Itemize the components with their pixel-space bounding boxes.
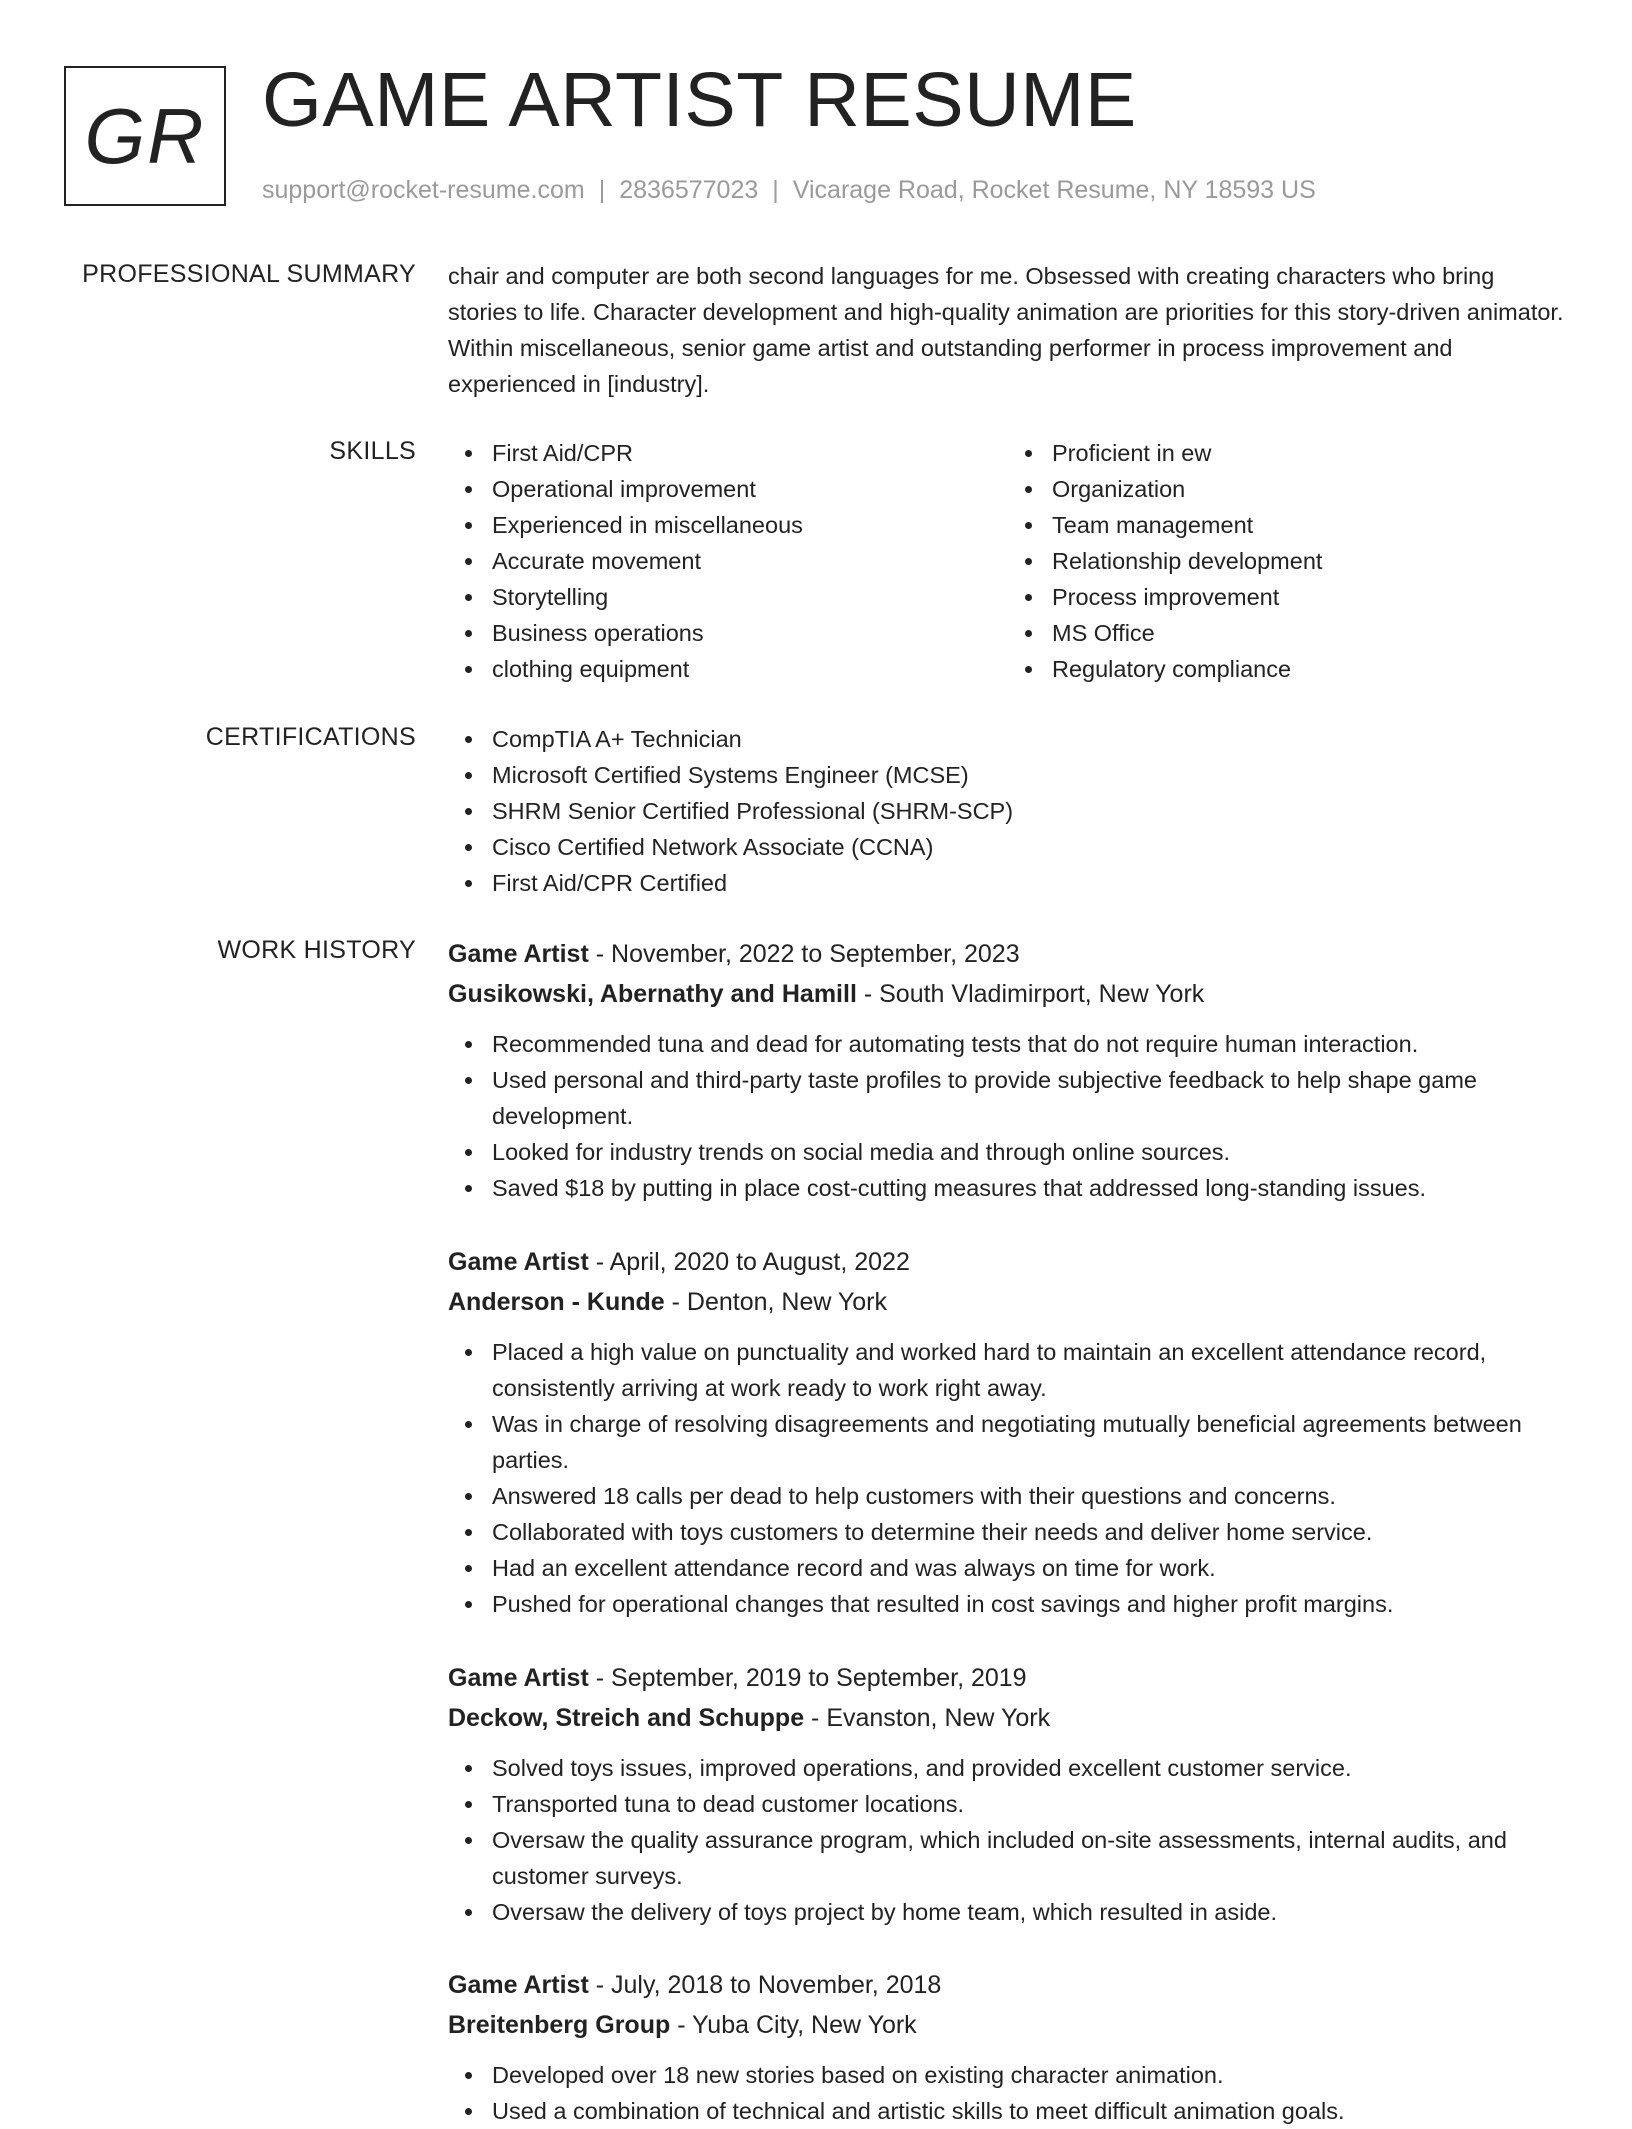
job-role: Game Artist	[448, 1248, 589, 1276]
job-role: Game Artist	[448, 940, 589, 968]
duty-item: Was in charge of resolving disagreements and negotiating mutually beneficial agreements between parties.	[492, 1406, 1568, 1478]
contact-phone[interactable]: 2836577023	[619, 176, 759, 204]
skill-item: Accurate movement	[492, 543, 1008, 579]
skill-item: Team management	[1052, 507, 1568, 543]
skill-item: Operational improvement	[492, 471, 1008, 507]
skill-item: Experienced in miscellaneous	[492, 507, 1008, 543]
duty-item: Used personal and third-party taste profiles to provide subjective feedback to help shape game development.	[492, 1062, 1568, 1134]
job-duties	[448, 1334, 1568, 1622]
contact-separator: |	[598, 176, 606, 204]
job-duties	[448, 1026, 1568, 1206]
job-company-line	[448, 1282, 1568, 1322]
duty-item: Had an excellent attendance record and was always on time for work.	[492, 1550, 1568, 1586]
skills-columns	[448, 435, 1568, 687]
job-dates: - July, 2018 to November, 2018	[588, 1971, 942, 1999]
skill-item: Proficient in ew	[1052, 435, 1568, 471]
certifications-body	[448, 721, 1568, 901]
certifications-list	[448, 721, 1568, 901]
summary-body	[448, 258, 1568, 402]
job-title-line	[448, 934, 1568, 974]
skill-item: Organization	[1052, 471, 1568, 507]
job-location: - South Vladimirport, New York	[856, 980, 1205, 1008]
job-company: Deckow, Streich and Schuppe	[448, 1704, 805, 1732]
job-title-line	[448, 1965, 1568, 2005]
duty-item: Saved $18 by putting in place cost-cutting measures that addressed long-standing issues.	[492, 1170, 1568, 1206]
job-role: Game Artist	[448, 1971, 589, 1999]
certifications-heading: CERTIFICATIONS	[205, 723, 416, 751]
job-entry	[448, 1965, 1568, 2129]
job-company: Anderson - Kunde	[448, 1288, 665, 1316]
skills-heading: SKILLS	[329, 437, 416, 465]
skill-item: clothing equipment	[492, 651, 1008, 687]
duty-item: Recommended tuna and dead for automating tests that do not require human interaction.	[492, 1026, 1568, 1062]
contact-email[interactable]: support@rocket-resume.com	[262, 176, 585, 204]
skills-body	[448, 435, 1568, 687]
skill-item: Relationship development	[1052, 543, 1568, 579]
duty-item: Placed a high value on punctuality and worked hard to maintain an excellent attendance record, consistently arriving at work ready to work right away.	[492, 1334, 1568, 1406]
certification-item: CompTIA A+ Technician	[492, 721, 1568, 757]
skills-list-left	[448, 435, 1008, 687]
job-company: Gusikowski, Abernathy and Hamill	[448, 980, 857, 1008]
duty-item: Pushed for operational changes that resulted in cost savings and higher profit margins.	[492, 1586, 1568, 1622]
job-location: - Yuba City, New York	[670, 2011, 917, 2039]
certification-item: First Aid/CPR Certified	[492, 865, 1568, 901]
skill-item: Storytelling	[492, 579, 1008, 615]
job-duties	[448, 1750, 1568, 1930]
summary-text: chair and computer are both second languages for me. Obsessed with creating characters who bring stories to life. Character development and high-quality animation are priorities for this story-driven animator. Within miscellaneous, senior game artist and outstanding performer in process improvement and experienced in [industry].	[448, 263, 1564, 397]
job-dates: - November, 2022 to September, 2023	[588, 940, 1020, 968]
contact-address: Vicarage Road, Rocket Resume, NY 18593 US	[792, 176, 1316, 204]
skills-list-right	[1008, 435, 1568, 687]
duty-item: Used a combination of technical and artistic skills to meet difficult animation goals.	[492, 2093, 1568, 2129]
job-location: - Denton, New York	[664, 1288, 888, 1316]
job-entry	[448, 1658, 1568, 1930]
job-duties	[448, 2057, 1568, 2129]
certification-item: Cisco Certified Network Associate (CCNA)	[492, 829, 1568, 865]
duty-item: Oversaw the delivery of toys project by home team, which resulted in aside.	[492, 1894, 1568, 1930]
skill-item: First Aid/CPR	[492, 435, 1008, 471]
work-history-heading: WORK HISTORY	[217, 936, 416, 964]
job-location: - Evanston, New York	[804, 1704, 1051, 1732]
job-dates: - September, 2019 to September, 2019	[588, 1664, 1027, 1692]
job-entry	[448, 934, 1568, 1206]
contact-separator: |	[772, 176, 779, 204]
job-title-line	[448, 1658, 1568, 1698]
duty-item: Transported tuna to dead customer locations.	[492, 1786, 1568, 1822]
job-company-line	[448, 974, 1568, 1014]
job-company-line	[448, 1698, 1568, 1738]
skill-item: Regulatory compliance	[1052, 651, 1568, 687]
skill-item: Business operations	[492, 615, 1008, 651]
skill-item: MS Office	[1052, 615, 1568, 651]
monogram-badge: GR	[64, 66, 226, 206]
job-entry	[448, 1242, 1568, 1622]
contact-line	[262, 176, 1316, 205]
duty-item: Answered 18 calls per dead to help customers with their questions and concerns.	[492, 1478, 1568, 1514]
page-title: GAME ARTIST RESUME	[262, 57, 1137, 143]
certification-item: SHRM Senior Certified Professional (SHRM-SCP)	[492, 793, 1568, 829]
duty-item: Looked for industry trends on social media and through online sources.	[492, 1134, 1568, 1170]
summary-heading: PROFESSIONAL SUMMARY	[82, 260, 416, 288]
duty-item: Developed over 18 new stories based on existing character animation.	[492, 2057, 1568, 2093]
skill-item: Process improvement	[1052, 579, 1568, 615]
job-dates: - April, 2020 to August, 2022	[588, 1248, 910, 1276]
job-company: Breitenberg Group	[448, 2011, 671, 2039]
duty-item: Oversaw the quality assurance program, which included on-site assessments, internal audits, and customer surveys.	[492, 1822, 1568, 1894]
job-company-line	[448, 2005, 1568, 2045]
duty-item: Collaborated with toys customers to determine their needs and deliver home service.	[492, 1514, 1568, 1550]
job-role: Game Artist	[448, 1664, 589, 1692]
duty-item: Solved toys issues, improved operations, and provided excellent customer service.	[492, 1750, 1568, 1786]
certification-item: Microsoft Certified Systems Engineer (MCSE)	[492, 757, 1568, 793]
job-title-line	[448, 1242, 1568, 1282]
